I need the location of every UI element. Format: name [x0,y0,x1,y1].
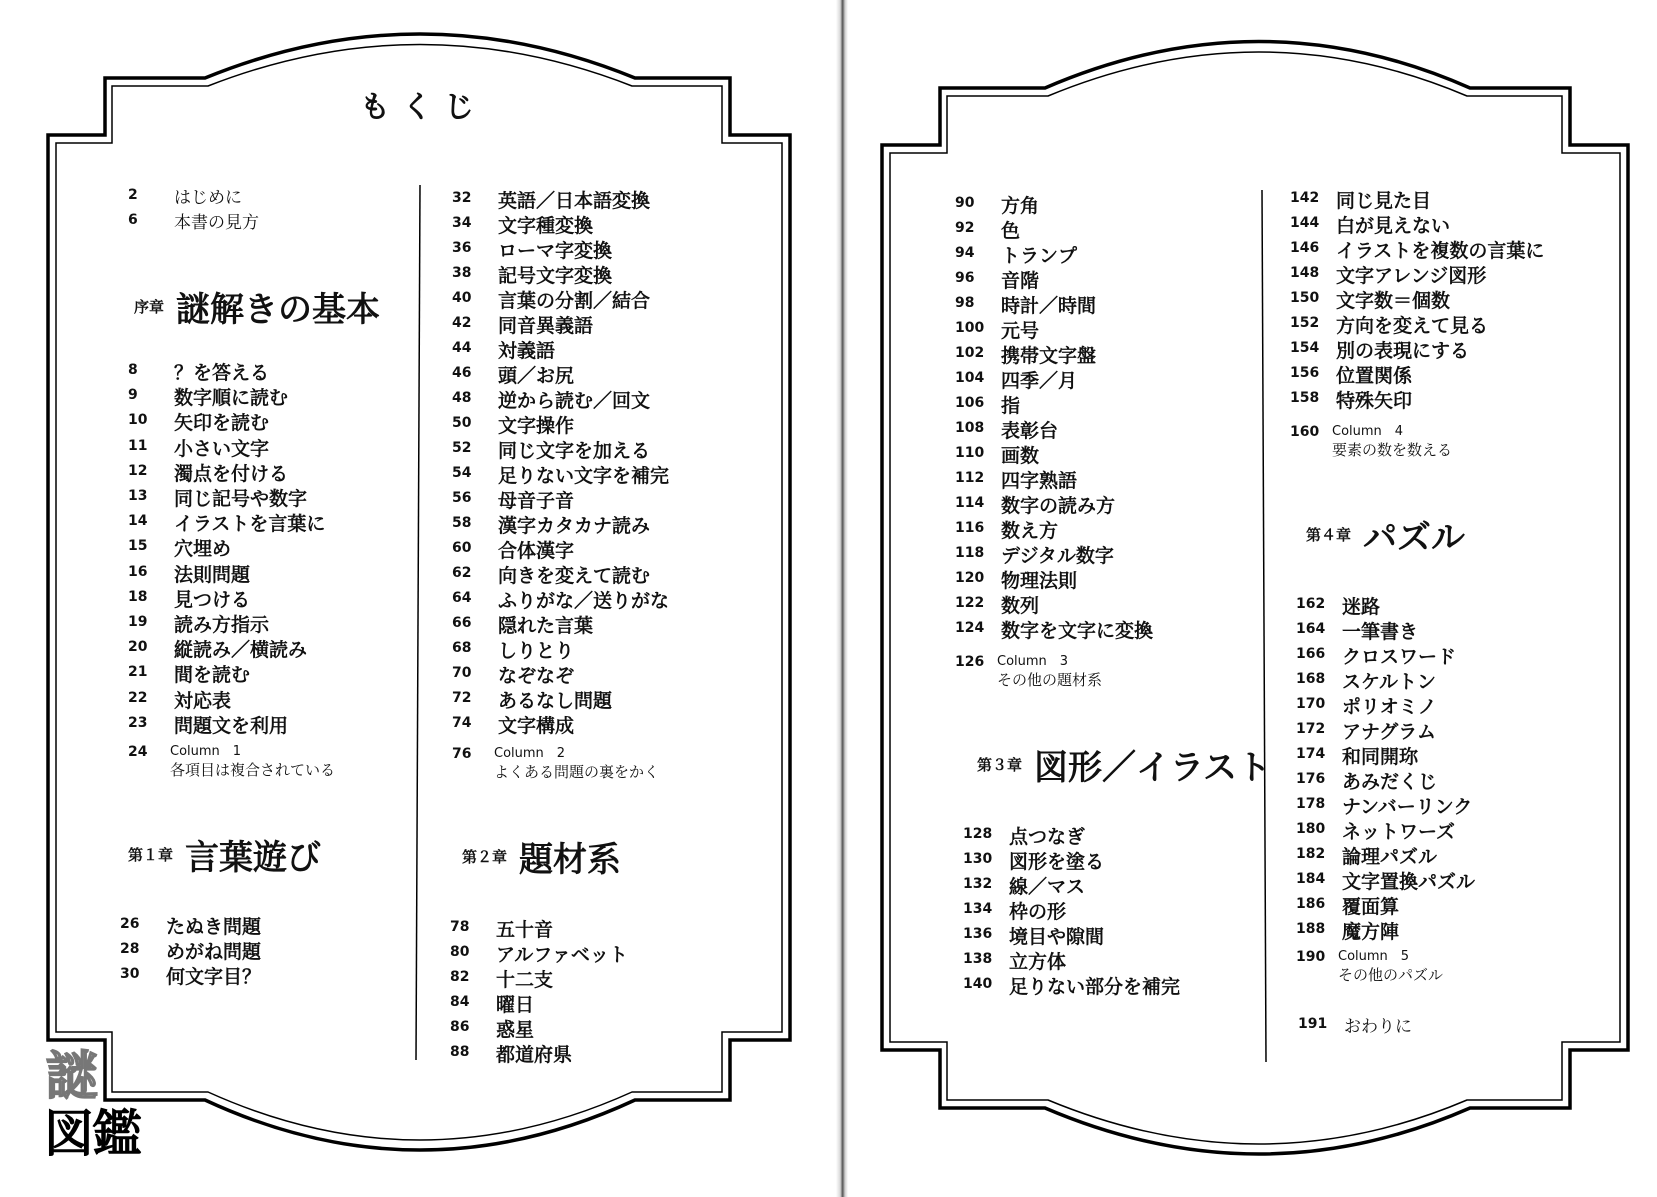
toc-entry-page: 106 [955,395,985,411]
toc-entry-label: 小さい文字 [174,437,270,460]
toc-entry-page: 10 [128,412,148,429]
toc-entry-page: 82 [450,969,470,985]
toc-entry-page: 180 [1296,821,1326,837]
toc-entry-label: 見つける [174,588,251,611]
toc-entry-label: おわりに [1344,1017,1412,1037]
column5-desc: その他のパズル [1338,966,1444,984]
heading-ch3-prefix: 第３章 [977,756,1023,774]
toc-entry-label: イラストを複数の言葉に [1336,240,1545,262]
toc-entry-page: 132 [963,876,993,892]
toc-entry-label: 矢印を読む [174,412,270,435]
toc-entry-label: 隠れた言葉 [498,615,594,637]
toc-entry-label: 数え方 [1001,520,1059,542]
toc-entry-page: 94 [955,245,975,261]
column4-page: 160 [1290,424,1320,440]
toc-entry-page: 72 [452,690,472,706]
toc-entry-page: 108 [955,420,985,436]
toc-entry-label: ネットワーズ [1342,821,1456,843]
toc-entry-label: 数字の読み方 [1001,495,1116,517]
toc-entry-label: 文字操作 [498,415,575,437]
heading-ch4-title: パズル [1363,518,1466,558]
toc-entry-page: 114 [955,495,985,511]
toc-entry-label: 問題文を利用 [174,714,289,737]
toc-entry-page: 11 [128,437,148,454]
toc-entry-page: 42 [452,315,472,331]
toc-entry-label: 携帯文字盤 [1001,345,1097,367]
toc-entry-page: 136 [963,926,993,942]
toc-entry-page: 88 [450,1044,470,1060]
toc-entry-page: 130 [963,851,993,867]
column1-page: 24 [128,744,148,760]
toc-entry-page: 58 [452,515,472,531]
toc-entry-label: 数字順に読む [174,387,289,410]
logo-line1: 謎 [46,1046,99,1107]
toc-entry-label: 都道府県 [496,1044,573,1066]
toc-entry-label: 文字構成 [498,715,575,737]
toc-entry-label: 向きを変えて読む [498,565,651,587]
toc-entry-page: 84 [450,994,470,1010]
toc-entry-page: 104 [955,370,985,386]
toc-entry-page: 90 [955,195,975,211]
toc-entry-page: 191 [1298,1016,1328,1032]
column4-label: Column 4 [1332,424,1404,439]
toc-entry-page: 98 [955,295,975,311]
toc-entry-page: 54 [452,465,472,481]
column2-page: 76 [452,746,472,762]
toc-entry-label: 立方体 [1009,951,1067,973]
column1-label: Column 1 [170,744,242,759]
toc-entry-page: 118 [955,545,985,561]
toc-entry-label: 何文字目？ [166,966,262,988]
toc-entry-label: しりとり [498,640,575,662]
toc-entry-page: 22 [128,689,148,706]
toc-entry-label: 別の表現にする [1336,340,1470,362]
toc-entry-label: スケルトン [1342,671,1437,693]
left-column-divider [416,185,420,1060]
toc-entry-label: イラストを言葉に [174,513,326,536]
toc-entry-label: 枠の形 [1009,901,1067,923]
toc-entry-label: 境目や隙間 [1009,926,1105,948]
toc-entry-page: 52 [452,440,472,456]
toc-entry-label: 五十音 [496,919,554,941]
toc-entry-label: 記号文字変換 [498,265,613,287]
toc-entry-page: 23 [128,714,148,731]
toc-entry-page: 144 [1290,215,1320,231]
toc-entry-label: 魔方陣 [1342,921,1400,943]
toc-entry-label: 覆面算 [1342,896,1400,918]
toc-entry-label: 数列 [1001,595,1040,617]
toc-entry-page: 176 [1296,771,1326,787]
heading-ch2-title: 題材系 [519,840,622,880]
toc-entry-page: 20 [128,639,148,656]
toc-entry-label: 同じ見た目 [1336,190,1432,212]
toc-entry-label: ポリオミノ [1342,696,1437,718]
heading-intro [134,282,380,331]
toc-entry-label: アルファベット [496,944,628,966]
toc-entry-label: 文字アレンジ図形 [1336,265,1487,287]
toc-entry-page: 21 [128,664,148,681]
toc-entry-label: 方向を変えて見る [1336,315,1489,337]
toc-entry-label: 数字を文字に変換 [1001,620,1154,642]
toc-entry-page: 66 [452,615,472,631]
toc-entry-page: 44 [452,340,472,356]
toc-entry-label: 頭／お尻 [498,365,575,387]
toc-entry-label: 縦読み／横読み [174,639,308,662]
heading-intro-prefix: 序章 [134,298,165,316]
toc-entry-page: 78 [450,919,470,935]
toc-entry-label: 指 [1001,395,1021,417]
toc-entry-label: ローマ字変換 [498,240,613,262]
toc-entry-label: 足りない文字を補完 [498,465,670,487]
toc-entry-label: 母音子音 [498,490,575,512]
toc-entry-label: ナンバーリンク [1342,796,1473,818]
toc-entry-label: 本書の見方 [174,213,259,233]
heading-ch3 [977,740,1271,789]
toc-entry-label: デジタル数字 [1001,545,1114,567]
right-column-divider [1262,190,1266,1062]
heading-ch4 [1306,510,1465,559]
toc-entry-label: 論理パズル [1342,846,1438,868]
toc-entry-page: 156 [1290,365,1320,381]
toc-entry-page: 74 [452,715,472,731]
toc-entry-label: 位置関係 [1336,365,1413,387]
toc-entry-page: 128 [963,826,993,842]
toc-entry-label: 音階 [1001,270,1040,292]
toc-entry-label: 同音異義語 [498,315,594,337]
toc-entry-label: 対義語 [498,340,556,362]
toc-entry-label: 漢字カタカナ読み [498,515,651,537]
toc-entry-page: 62 [452,565,472,581]
heading-intro-title: 謎解きの基本 [176,290,381,330]
heading-ch4-prefix: 第４章 [1306,526,1352,544]
toc-entry-label: 一筆書き [1342,621,1419,643]
toc-entry-page: 13 [128,488,148,504]
toc-entry-page: 16 [128,563,148,580]
toc-entry-page: 188 [1296,921,1326,937]
toc-entry-label: 英語／日本語変換 [498,190,651,212]
toc-entry-page: 80 [450,944,470,960]
toc-entry-page: 26 [120,916,140,932]
heading-ch1-title: 言葉遊び [185,838,322,878]
column3-page: 126 [955,654,985,670]
toc-entry-page: 86 [450,1019,470,1035]
toc-entry-label: 元号 [1001,320,1040,342]
toc-entry-label: クロスワード [1342,646,1457,668]
toc-entry-label: 和同開珎 [1342,746,1419,768]
toc-entry-page: 122 [955,595,985,611]
toc-entry-label: トランプ [1001,245,1078,267]
toc-entry-page: 158 [1290,390,1320,406]
column4-desc: 要素の数を数える [1332,441,1453,459]
toc-entry-label: 方角 [1001,195,1040,217]
toc-entry-label: ？を答える [174,362,270,384]
toc-entry-page: 162 [1296,596,1326,612]
toc-entry-page: 6 [128,212,138,228]
toc-entry-label: 四字熟語 [1001,470,1078,492]
toc-entry-label: 色 [1001,220,1021,242]
toc-entry-page: 70 [452,665,472,681]
toc-entry-page: 18 [128,588,148,605]
heading-ch1-prefix: 第１章 [128,846,174,864]
page-title: もくじ [360,90,486,125]
toc-entry-label: 足りない部分を補完 [1009,976,1181,998]
toc-entry-label: 四季／月 [1001,370,1078,392]
column1-desc: 各項目は複合されている [170,761,336,779]
toc-entry-page: 34 [452,215,472,231]
toc-entry-page: 56 [452,490,472,506]
toc-entry-page: 12 [128,462,148,479]
toc-entry-label: 時計／時間 [1001,295,1097,317]
toc-entry-page: 96 [955,270,975,286]
toc-entry-page: 110 [955,445,985,461]
toc-entry-label: 点つなぎ [1009,826,1086,848]
toc-entry-label: あみだくじ [1342,771,1438,793]
toc-entry-page: 64 [452,590,472,606]
toc-entry-label: アナグラム [1342,721,1437,743]
toc-entry-page: 32 [452,190,472,206]
toc-entry-label: 表彰台 [1001,420,1059,442]
toc-entry-label: 読み方指示 [174,614,270,636]
toc-entry-label: 十二支 [496,969,554,991]
toc-entry-page: 9 [128,387,138,404]
column3-label: Column 3 [997,654,1069,669]
toc-entry-page: 48 [452,390,472,406]
toc-entry-page: 2 [128,187,138,203]
toc-entry-label: たぬき問題 [166,916,262,938]
toc-entry-page: 120 [955,570,985,586]
toc-entry-page: 170 [1296,696,1326,712]
column5-page: 190 [1296,949,1326,965]
toc-entry-label: 同じ記号や数字 [174,488,308,510]
heading-ch1 [128,830,321,879]
heading-ch2 [462,832,621,881]
toc-entry-label: なぞなぞ [498,665,575,687]
toc-entry-page: 19 [128,614,148,630]
toc-entry-label: 物理法則 [1001,570,1078,592]
toc-entry-page: 186 [1296,896,1326,912]
toc-entry-label: 文字置換パズル [1342,871,1476,893]
toc-entry-label: 迷路 [1342,596,1381,618]
toc-entry-page: 134 [963,901,993,917]
toc-entry-page: 30 [120,966,140,982]
toc-entry-page: 28 [120,941,140,957]
toc-entry-page: 168 [1296,671,1326,687]
toc-entry-page: 8 [128,362,138,378]
toc-entry-page: 184 [1296,871,1326,887]
toc-entry-page: 140 [963,976,993,992]
toc-entry-label: 同じ文字を加える [498,440,651,462]
book-logo [44,1034,154,1174]
toc-entry-label: はじめに [174,188,242,208]
toc-entry-label: ふりがな／送りがな [498,590,670,612]
toc-entry-label: 合体漢字 [498,540,575,562]
toc-entry-label: 法則問題 [174,563,251,586]
toc-entry-label: 図形を塗る [1009,851,1105,873]
toc-entry-label: 画数 [1001,445,1040,467]
toc-entry-page: 116 [955,520,985,536]
logo-line2: 図鑑 [44,1104,140,1163]
heading-ch2-prefix: 第２章 [462,848,508,866]
toc-entry-page: 154 [1290,340,1320,356]
toc-entry-page: 100 [955,320,985,336]
toc-entry-page: 174 [1296,746,1326,762]
toc-entry-page: 50 [452,415,472,431]
toc-entry-page: 182 [1296,846,1326,862]
toc-entry-page: 178 [1296,796,1326,812]
column2-label: Column 2 [494,746,566,761]
toc-entry-label: めがね問題 [166,941,262,963]
toc-entry-label: 逆から読む／回文 [498,390,651,412]
toc-entry-label: 文字種変換 [498,215,594,237]
toc-entry-page: 60 [452,540,472,556]
toc-entry-label: 対応表 [174,689,232,712]
column5-label: Column 5 [1338,949,1410,964]
toc-entry-page: 152 [1290,315,1320,331]
toc-entry-label: 線／マス [1009,876,1086,898]
toc-entry-page: 112 [955,470,985,486]
toc-entry-page: 102 [955,345,985,361]
toc-entry-page: 148 [1290,265,1320,281]
toc-entry-page: 146 [1290,240,1320,256]
toc-entry-label: 間を読む [174,664,251,687]
toc-entry-page: 124 [955,620,985,636]
heading-ch3-title: 図形／イラスト [1034,748,1271,788]
toc-entry-page: 68 [452,640,472,656]
toc-entry-page: 14 [128,513,148,530]
column2-desc: よくある問題の裏をかく [494,763,660,781]
toc-entry-page: 92 [955,220,975,236]
toc-entry-label: 文字数＝個数 [1336,290,1451,312]
toc-entry-label: あるなし問題 [498,690,613,712]
column3-desc: その他の題材系 [997,671,1103,689]
toc-entry-label: 曜日 [496,994,535,1016]
toc-entry-label: 穴埋め [174,538,232,561]
toc-entry-label: 惑星 [496,1019,535,1041]
toc-entry-page: 142 [1290,190,1320,206]
toc-entry-page: 36 [452,240,472,256]
toc-entry-page: 40 [452,290,472,306]
toc-entry-page: 138 [963,951,993,967]
toc-entry-page: 164 [1296,621,1326,637]
toc-entry-page: 46 [452,365,472,381]
toc-entry-label: 濁点を付ける [174,462,289,485]
book-spine [836,0,848,1197]
toc-entry-page: 38 [452,265,472,281]
toc-entry-label: 白が見えない [1336,215,1451,237]
toc-entry-page: 166 [1296,646,1326,662]
toc-entry-page: 15 [128,538,148,555]
toc-entry-page: 172 [1296,721,1326,737]
toc-entry-label: 特殊矢印 [1336,390,1413,412]
toc-entry-label: 言葉の分割／結合 [498,290,651,312]
toc-entry-page: 150 [1290,290,1320,306]
